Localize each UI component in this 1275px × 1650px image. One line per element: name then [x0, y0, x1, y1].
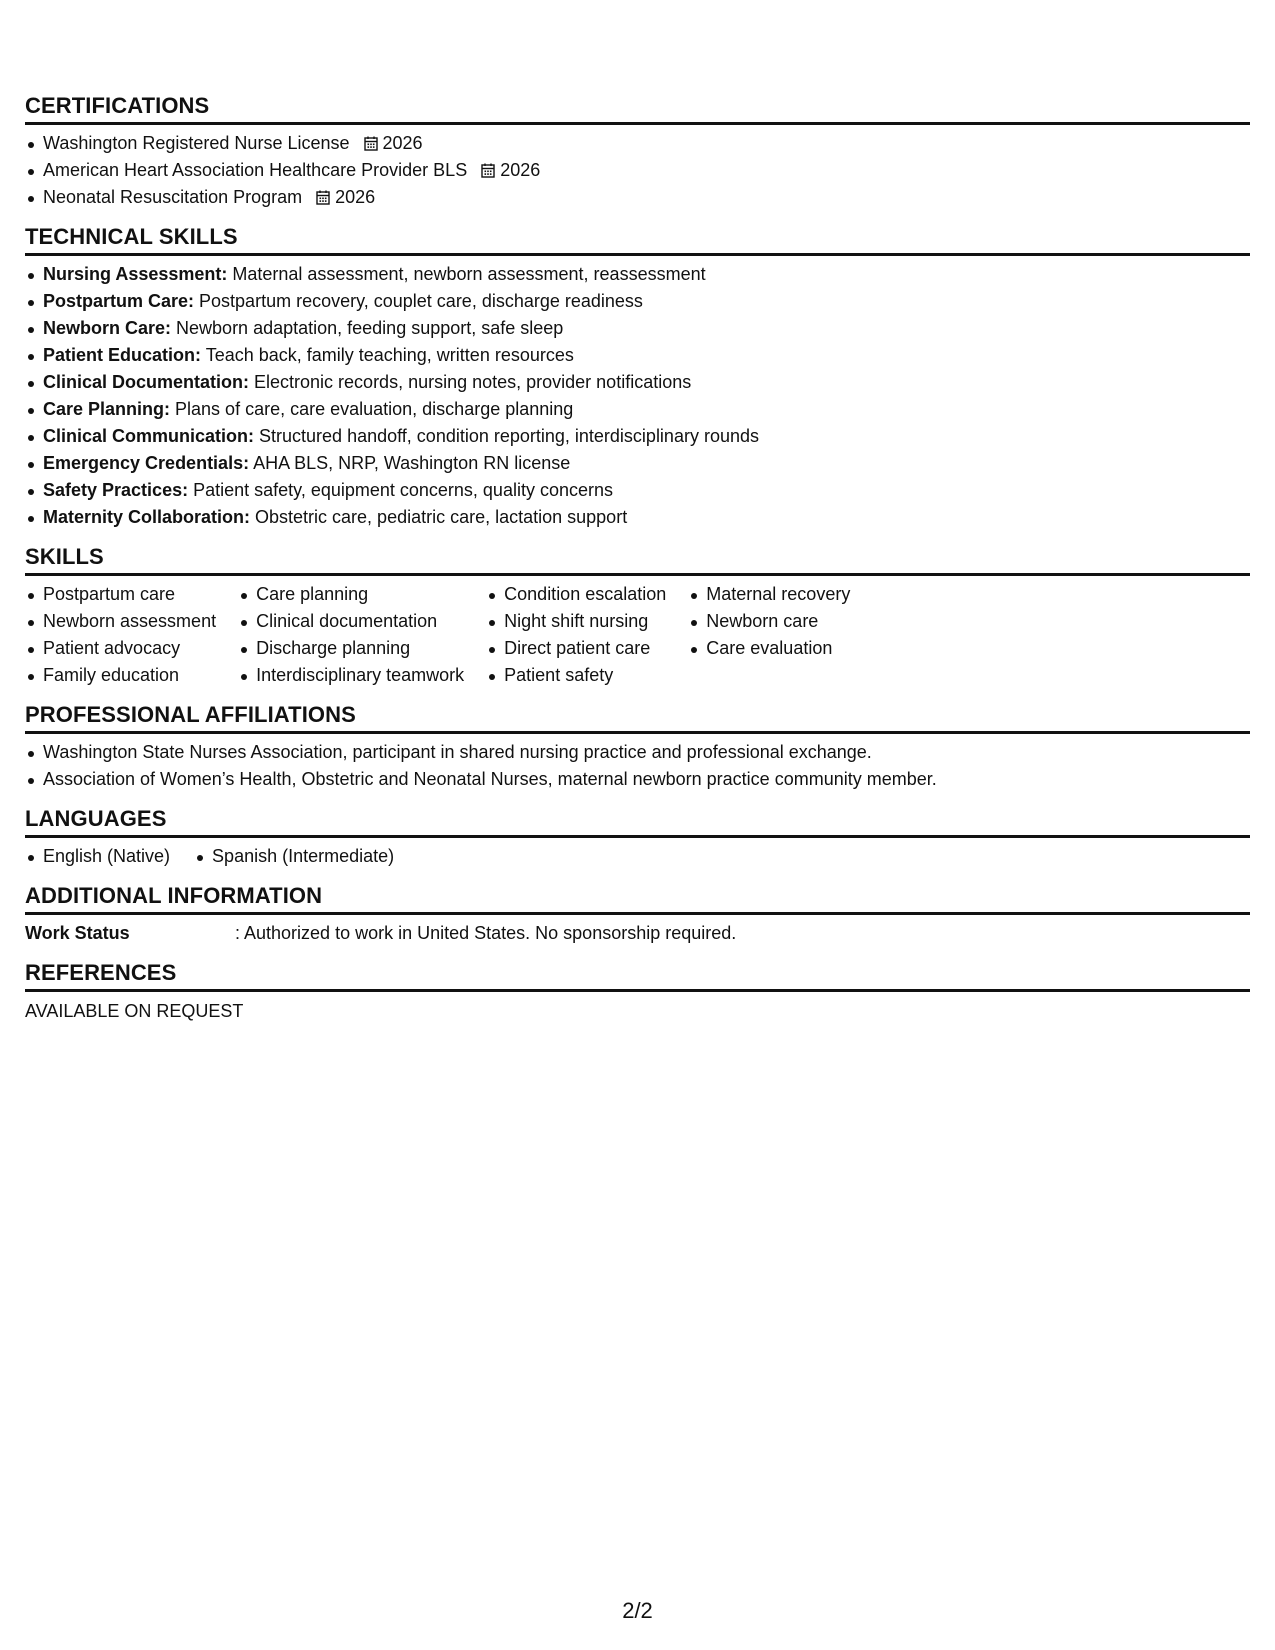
skills-section — [25, 544, 1250, 689]
language-item: English (Native) — [25, 843, 170, 870]
work-status-row — [25, 920, 1250, 947]
technical-skill-text: Newborn adaptation, feeding support, safe sleep — [171, 318, 564, 338]
languages-list — [25, 843, 1250, 870]
affiliation-item: Association of Women’s Health, Obstetric and Neonatal Nurses, maternal newborn practice community member. — [25, 766, 1250, 793]
technical-skill-item — [25, 477, 1250, 504]
certifications-section — [25, 93, 1250, 211]
technical-skill-label: Emergency Credentials: — [43, 453, 250, 473]
calendar-icon — [364, 136, 378, 151]
skill-item: Patient advocacy — [25, 635, 216, 662]
skill-item: Patient safety — [486, 662, 666, 689]
work-status-value: : Authorized to work in United States. No sponsorship required. — [235, 923, 737, 943]
skill-item: Newborn assessment — [25, 608, 216, 635]
skill-item: Condition escalation — [486, 581, 666, 608]
technical-skill-item — [25, 396, 1250, 423]
section-title-references: REFERENCES — [25, 960, 1250, 992]
section-title-languages: LANGUAGES — [25, 806, 1250, 838]
skill-item: Direct patient care — [486, 635, 666, 662]
affiliations-list — [25, 739, 1250, 793]
certification-date: 2026 — [335, 187, 376, 207]
skills-list — [238, 581, 464, 689]
technical-skill-label: Newborn Care: — [43, 318, 172, 338]
certification-date-group — [364, 133, 423, 153]
technical-skill-label: Clinical Documentation: — [43, 372, 250, 392]
affiliation-item: Washington State Nurses Association, participant in shared nursing practice and professional exchange. — [25, 739, 1250, 766]
skill-item: Care evaluation — [688, 635, 850, 662]
skill-item: Family education — [25, 662, 216, 689]
section-title-technical-skills: TECHNICAL SKILLS — [25, 224, 1250, 256]
certification-date: 2026 — [382, 133, 423, 153]
skill-item: Discharge planning — [238, 635, 464, 662]
certification-name: Washington Registered Nurse License — [43, 133, 350, 153]
technical-skill-text: AHA BLS, NRP, Washington RN license — [249, 453, 571, 473]
certification-date: 2026 — [500, 160, 541, 180]
certification-name: Neonatal Resuscitation Program — [43, 187, 303, 207]
skills-column — [238, 581, 464, 689]
technical-skill-text: Postpartum recovery, couplet care, discharge readiness — [194, 291, 643, 311]
technical-skill-text: Plans of care, care evaluation, discharge planning — [170, 399, 574, 419]
certification-item — [25, 184, 1250, 211]
skill-item: Night shift nursing — [486, 608, 666, 635]
section-title-skills: SKILLS — [25, 544, 1250, 576]
technical-skill-text: Teach back, family teaching, written resources — [201, 345, 574, 365]
technical-skill-item — [25, 342, 1250, 369]
skill-item: Newborn care — [688, 608, 850, 635]
skills-list — [688, 581, 850, 662]
skill-item: Postpartum care — [25, 581, 216, 608]
technical-skill-text: Structured handoff, condition reporting, interdisciplinary rounds — [254, 426, 759, 446]
technical-skill-label: Care Planning: — [43, 399, 171, 419]
section-title-affiliations: PROFESSIONAL AFFILIATIONS — [25, 702, 1250, 734]
technical-skills-list — [25, 261, 1250, 531]
calendar-icon — [316, 190, 330, 205]
technical-skill-label: Clinical Communication: — [43, 426, 255, 446]
resume-page — [25, 93, 1250, 1038]
technical-skill-text: Maternal assessment, newborn assessment, reassessment — [227, 264, 706, 284]
technical-skill-label: Postpartum Care: — [43, 291, 195, 311]
page-number: 2/2 — [622, 1598, 653, 1623]
certification-date-group — [316, 187, 375, 207]
technical-skill-text: Obstetric care, pediatric care, lactation support — [250, 507, 628, 527]
certification-name: American Heart Association Healthcare Provider BLS — [43, 160, 468, 180]
skills-list — [486, 581, 666, 689]
certification-date-group — [481, 160, 540, 180]
technical-skill-label: Safety Practices: — [43, 480, 189, 500]
technical-skill-item — [25, 504, 1250, 531]
skills-grid — [25, 581, 1250, 689]
languages-section — [25, 806, 1250, 870]
references-text: AVAILABLE ON REQUEST — [25, 1001, 244, 1021]
technical-skill-item — [25, 315, 1250, 342]
certifications-list — [25, 130, 1250, 211]
work-status-label: Work Status — [25, 923, 130, 943]
technical-skills-section — [25, 224, 1250, 531]
language-item: Spanish (Intermediate) — [194, 843, 394, 870]
skills-column — [25, 581, 216, 689]
certification-item — [25, 157, 1250, 184]
skill-item: Maternal recovery — [688, 581, 850, 608]
skills-column — [486, 581, 666, 689]
affiliations-section — [25, 702, 1250, 793]
references-section — [25, 960, 1250, 1025]
skill-item: Care planning — [238, 581, 464, 608]
additional-info-section — [25, 883, 1250, 947]
technical-skill-label: Patient Education: — [43, 345, 202, 365]
skill-item: Interdisciplinary teamwork — [238, 662, 464, 689]
skills-column — [688, 581, 850, 689]
certification-item — [25, 130, 1250, 157]
section-title-additional-info: ADDITIONAL INFORMATION — [25, 883, 1250, 915]
technical-skill-label: Maternity Collaboration: — [43, 507, 251, 527]
skills-list — [25, 581, 216, 689]
technical-skill-item — [25, 369, 1250, 396]
technical-skill-text: Electronic records, nursing notes, provider notifications — [249, 372, 692, 392]
technical-skill-item — [25, 261, 1250, 288]
technical-skill-item — [25, 450, 1250, 477]
technical-skill-item — [25, 288, 1250, 315]
calendar-icon — [481, 163, 495, 178]
technical-skill-item — [25, 423, 1250, 450]
section-title-certifications: CERTIFICATIONS — [25, 93, 1250, 125]
technical-skill-label: Nursing Assessment: — [43, 264, 228, 284]
technical-skill-text: Patient safety, equipment concerns, quality concerns — [188, 480, 613, 500]
skill-item: Clinical documentation — [238, 608, 464, 635]
